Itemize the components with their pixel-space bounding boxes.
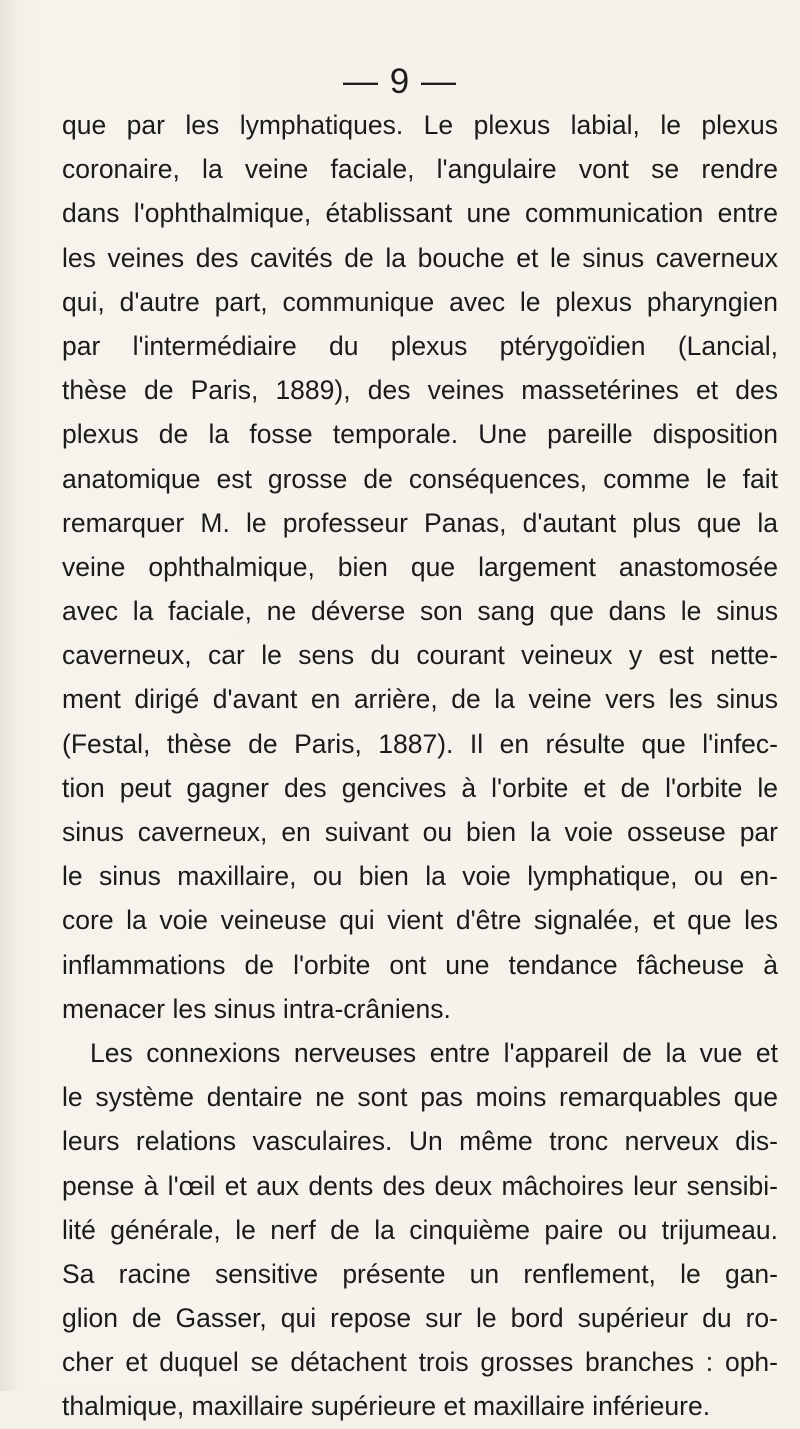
text-line: thèse de Paris, 1889), des veines massetérines et des — [62, 375, 778, 406]
text-line: qui, d'autre part, communique avec le plexus pharyngien — [62, 286, 778, 317]
text-line: par l'intermédiaire du plexus ptérygoïdien (Lancial, — [62, 330, 778, 361]
text-line: thalmique, maxillaire supérieure et maxillaire inférieure. — [62, 1391, 711, 1422]
text-line: dans l'ophthalmique, établissant une communication entre — [62, 198, 778, 229]
text-line: veine ophthalmique, bien que largement anastomosée — [62, 551, 778, 582]
text-line: le système dentaire ne sont pas moins remarquables que — [62, 1082, 778, 1113]
text-line: coronaire, la veine faciale, l'angulaire vont se rendre — [62, 154, 778, 185]
text-line: plexus de la fosse temporale. Une pareille disposition — [62, 419, 778, 450]
text-line: (Festal, thèse de Paris, 1887). Il en résulte que l'infec- — [62, 728, 778, 759]
text-line: ment dirigé d'avant en arrière, de la veine vers les sinus — [62, 684, 778, 715]
text-line: remarquer M. le professeur Panas, d'autant plus que la — [62, 507, 778, 538]
text-line: Les connexions nerveuses entre l'appareil de la vue et — [90, 1037, 778, 1068]
text-line: inflammations de l'orbite ont une tendance fâcheuse à — [62, 949, 778, 980]
text-line: menacer les sinus intra-crâniens. — [62, 993, 451, 1024]
text-line: leurs relations vasculaires. Un même tronc nerveux dis- — [62, 1126, 778, 1157]
text-line: lité générale, le nerf de la cinquième paire ou trijumeau. — [62, 1214, 778, 1245]
text-line: avec la faciale, ne déverse son sang que dans le sinus — [62, 596, 778, 627]
text-line: tion peut gagner des gencives à l'orbite et de l'orbite le — [62, 772, 778, 803]
text-line: sinus caverneux, en suivant ou bien la voie osseuse par — [62, 817, 778, 847]
text-line: pense à l'œil et aux dents des deux mâchoires leur sensibi- — [62, 1170, 778, 1201]
text-line: cher et duquel se détachent trois grosses branches : oph- — [62, 1347, 778, 1378]
text-line: caverneux, car le sens du courant veineux y est nette- — [62, 640, 778, 671]
text-line: que par les lymphatiques. Le plexus labial, le plexus — [62, 110, 778, 140]
text-line: les veines des cavités de la bouche et le sinus caverneux — [62, 242, 778, 273]
text-line: glion de Gasser, qui repose sur le bord supérieur du ro- — [62, 1303, 778, 1334]
body-text — [62, 103, 778, 1429]
text-line: le sinus maxillaire, ou bien la voie lymphatique, ou en- — [62, 861, 778, 892]
text-line: anatomique est grosse de conséquences, comme le fait — [62, 463, 778, 494]
page-number: — 9 — — [343, 62, 457, 101]
text-line: Sa racine sensitive présente un renflement, le gan- — [62, 1258, 778, 1289]
text-line: core la voie veineuse qui vient d'être signalée, et que les — [62, 905, 778, 936]
